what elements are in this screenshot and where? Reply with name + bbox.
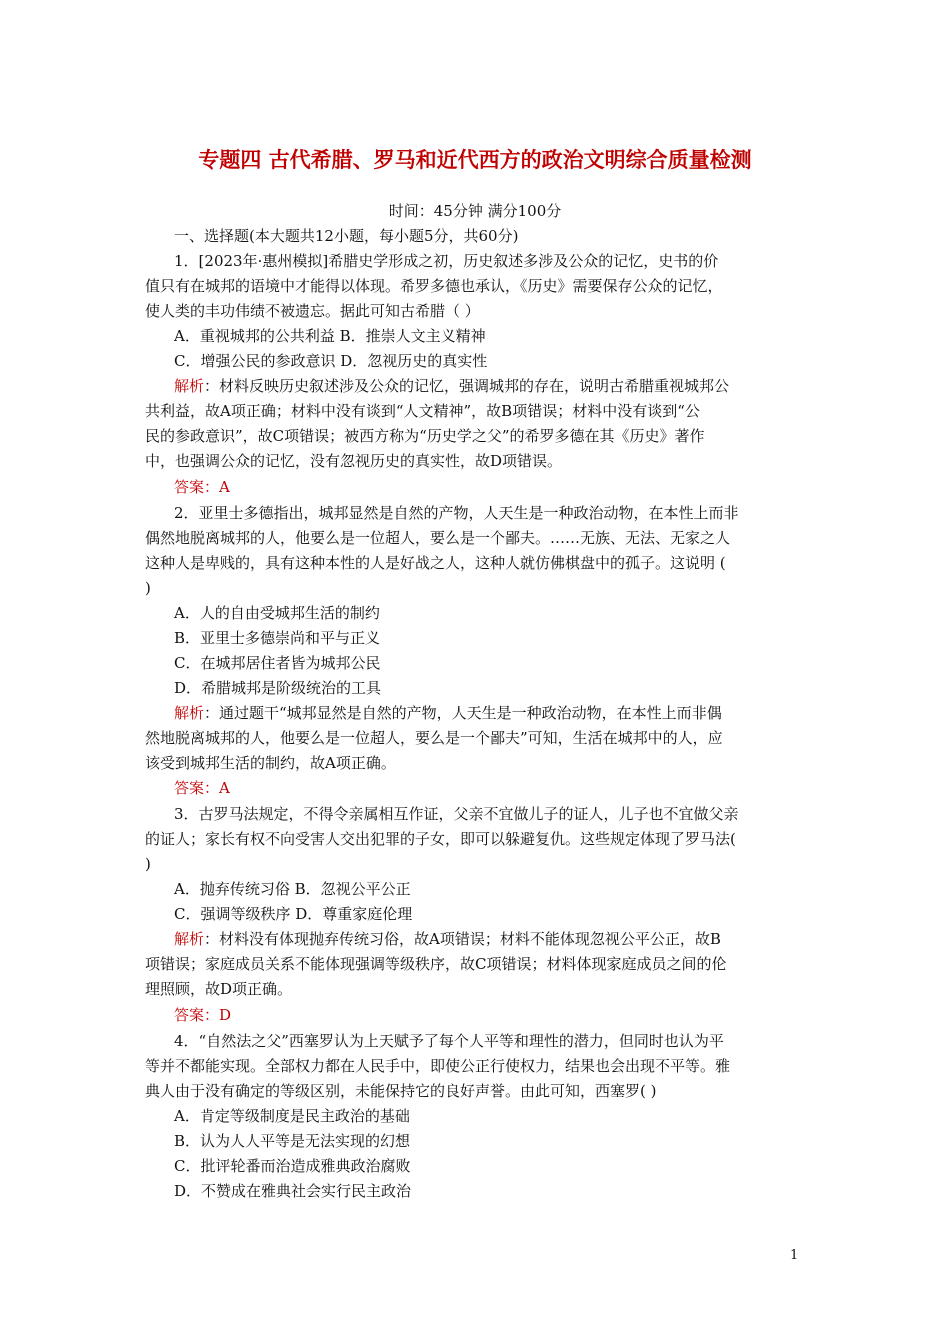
q1-analysis-line: 共利益，故A项正确；材料中没有谈到“人文精神”，故B项错误；材料中没有谈到“公 (145, 402, 700, 420)
analysis-label: 解析 (174, 704, 205, 722)
q3-stem-line: ) (145, 855, 151, 873)
q3-stem-line: 的证人；家长有权不向受害人交出犯罪的子女，即可以躲避复仇。这些规定体现了罗马法( (145, 830, 736, 848)
q3-options-ab: A．抛弃传统习俗 B．忽视公平公正 (174, 880, 411, 898)
exam-meta: 时间：45分钟 满分100分 (388, 202, 562, 220)
q1-answer: 答案：A (174, 478, 230, 496)
analysis-label: 解析 (174, 377, 205, 395)
q4-option-a: A．肯定等级制度是民主政治的基础 (174, 1107, 410, 1125)
q4-option-c: C．批评轮番而治造成雅典政治腐败 (174, 1157, 411, 1175)
q1-stem-line: 使人类的丰功伟绩不被遗忘。据此可知古希腊（ ） (145, 302, 480, 320)
q1-analysis-line: 中，也强调公众的记忆，没有忽视历史的真实性，故D项错误。 (145, 452, 563, 470)
q2-option-c: C．在城邦居住者皆为城邦公民 (174, 654, 381, 672)
q1-options-ab: A．重视城邦的公共利益 B．推崇人文主义精神 (174, 327, 486, 345)
q2-stem-line: 这种人是卑贱的，具有这种本性的人是好战之人，这种人就仿佛棋盘中的孤子。这说明 ( (145, 554, 726, 572)
q4-stem-line: 4．“自然法之父”西塞罗认为上天赋予了每个人平等和理性的潜力，但同时也认为平 (174, 1032, 724, 1050)
q2-stem-line: 偶然地脱离城邦的人，他要么是一位超人，要么是一个鄙夫。……无族、无法、无家之人 (145, 529, 731, 547)
q2-answer: 答案：A (174, 779, 230, 797)
q4-stem-line: 典人由于没有确定的等级区别，未能保持它的良好声誉。由此可知，西塞罗( ) (145, 1082, 657, 1100)
q2-stem-line: 2．亚里士多德指出，城邦显然是自然的产物，人天生是一种政治动物，在本性上而非 (174, 504, 739, 522)
q2-analysis-line: 解析：通过题干“城邦显然是自然的产物，人天生是一种政治动物，在本性上而非偶 (174, 704, 722, 722)
q4-option-b: B．认为人人平等是无法实现的幻想 (174, 1132, 411, 1150)
q1-options-cd: C．增强公民的参政意识 D．忽视历史的真实性 (174, 352, 488, 370)
page-title: 专题四 古代希腊、罗马和近代西方的政治文明综合质量检测 (198, 147, 752, 172)
q1-stem-line: 1．[2023年·惠州模拟]希腊史学形成之初，历史叙述多涉及公众的记忆，史书的价 (174, 252, 719, 270)
q3-analysis-line: 项错误；家庭成员关系不能体现强调等级秩序，故C项错误；材料体现家庭成员之间的伦 (145, 955, 727, 973)
q2-option-b: B．亚里士多德崇尚和平与正义 (174, 629, 381, 647)
section-heading: 一、选择题(本大题共12小题，每小题5分，共60分) (174, 227, 519, 245)
q2-analysis-line: 然地脱离城邦的人，他要么是一位超人，要么是一个鄙夫”可知，生活在城邦中的人，应 (145, 729, 723, 747)
q4-option-d: D．不赞成在雅典社会实行民主政治 (174, 1182, 412, 1200)
q3-analysis-line: 解析：材料没有体现抛弃传统习俗，故A项错误；材料不能体现忽视公平公正，故B (174, 930, 721, 948)
q3-options-cd: C．强调等级秩序 D．尊重家庭伦理 (174, 905, 413, 923)
q3-analysis-line: 理照顾，故D项正确。 (145, 980, 293, 998)
q2-analysis-line: 该受到城邦生活的制约，故A项正确。 (145, 754, 396, 772)
q2-option-a: A．人的自由受城邦生活的制约 (174, 604, 380, 622)
analysis-label: 解析 (174, 930, 205, 948)
q3-answer: 答案：D (174, 1006, 232, 1024)
q4-stem-line: 等并不都能实现。全部权力都在人民手中，即使公正行使权力，结果也会出现不平等。雅 (145, 1057, 731, 1075)
q1-analysis-line: 民的参政意识”，故C项错误；被西方称为“历史学之父”的希罗多德在其《历史》著作 (145, 427, 705, 445)
q2-option-d: D．希腊城邦是阶级统治的工具 (174, 679, 382, 697)
q2-stem-line: ) (145, 579, 151, 597)
q1-analysis-line: 解析：材料反映历史叙述涉及公众的记忆，强调城邦的存在，说明古希腊重视城邦公 (174, 377, 730, 395)
page-number: 1 (790, 1248, 799, 1263)
q1-stem-line: 值只有在城邦的语境中才能得以体现。希罗多德也承认，《历史》需要保存公众的记忆， (145, 277, 723, 295)
q3-stem-line: 3．古罗马法规定，不得令亲属相互作证，父亲不宜做儿子的证人，儿子也不宜做父亲 (174, 805, 739, 823)
